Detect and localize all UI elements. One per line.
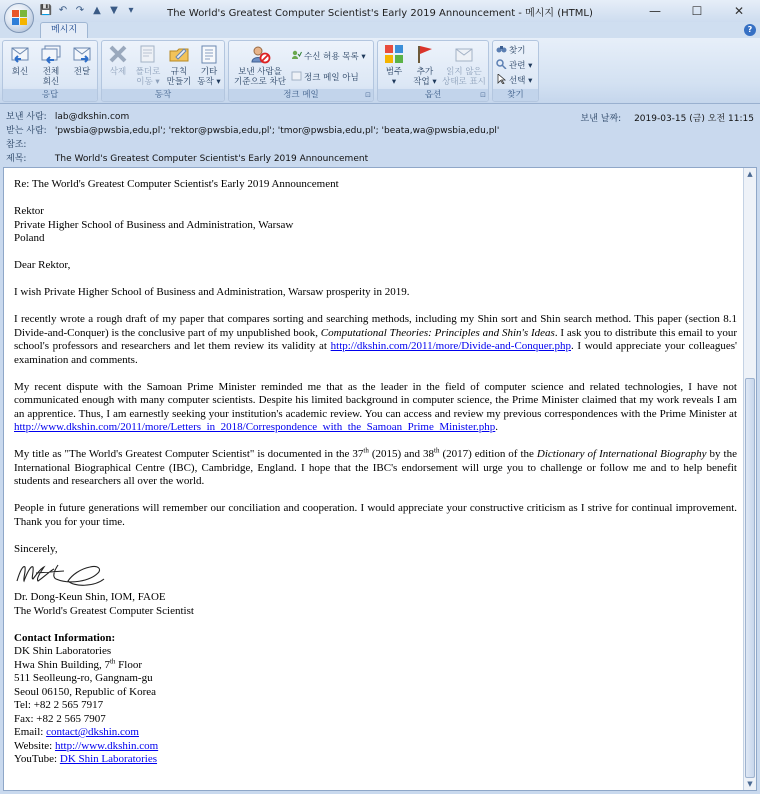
undo-icon[interactable]: ↶ — [58, 5, 68, 16]
maximize-button[interactable]: ☐ — [691, 4, 703, 18]
message-body[interactable] — [3, 167, 757, 791]
message-content — [14, 178, 737, 767]
vertical-scrollbar[interactable] — [743, 168, 756, 790]
move-to-folder-icon — [137, 43, 159, 65]
paragraph-2: I recently wrote a rough draft of my paper that compares sorting and searching methods, including my Shin sort and Shin search method. This paper (section 8.1 Divide-and-Conquer) is the conclusive part of my unpublished book, Computational Theories: Principles and Shin's Ideas. I ask you to distribute this email to your school's professors and researchers and let them review its validity at http://dkshin.com/2011/more/Divide-and-Conquer.php. I would appreciate your colleagues' examination and comments. — [14, 313, 737, 366]
reply-all-button[interactable]: 전체 회신 — [36, 43, 66, 87]
create-rule-icon — [168, 43, 190, 65]
categorize-icon — [383, 43, 405, 65]
to-row — [6, 125, 499, 138]
follow-up-button[interactable]: 추가 작업 ▾ — [410, 43, 440, 87]
related-icon — [496, 59, 507, 69]
subject-row — [6, 153, 368, 166]
junk-dialog-launcher-icon[interactable]: ⊡ — [365, 91, 371, 99]
group-options — [377, 40, 489, 102]
not-junk-icon — [291, 71, 302, 81]
addressee-line-2: Private Higher School of Business and Administration, Warsaw — [14, 218, 294, 231]
categorize-button[interactable]: 범주 ▾ — [380, 43, 408, 87]
options-dialog-launcher-icon[interactable]: ⊡ — [480, 91, 486, 99]
other-actions-button[interactable]: 기타 동작 ▾ — [195, 43, 223, 87]
sent-label: 보낸 날짜: — [580, 114, 622, 124]
sent-row — [581, 111, 754, 124]
quick-access-toolbar — [38, 4, 139, 18]
scroll-down-icon[interactable]: ▼ — [747, 780, 753, 788]
paragraph-4: My title as "The World's Greatest Computer Scientist" is documented in the 37th (2015) and 38th (2017) edition of the Dictionary of International Biography by the International Biographical Centre (IBC), Cambridge, England. I hope that the IBC's endorsement will urge you to challenge or follow me and to help benefit students and researchers all over the world. — [14, 446, 737, 487]
block-sender-icon — [249, 43, 271, 65]
find-button[interactable]: 찾기 — [496, 44, 525, 57]
signer-title: The World's Greatest Computer Scientist — [14, 604, 194, 617]
minimize-button[interactable]: — — [649, 4, 661, 18]
group-label-junk: 정크 메일 — [229, 89, 373, 101]
subject-label: 제목: — [6, 154, 27, 164]
redo-icon[interactable]: ↷ — [75, 5, 85, 16]
next-item-icon[interactable]: ▼ — [110, 5, 118, 16]
website-link[interactable]: http://www.dkshin.com — [54, 739, 159, 752]
contact-youtube: YouTube: DK Shin Laboratories — [14, 753, 158, 765]
title-bar — [0, 0, 760, 22]
forward-icon — [71, 43, 93, 65]
handwritten-signature — [14, 557, 106, 591]
help-icon[interactable]: ? — [744, 24, 756, 36]
correspondence-link[interactable]: http://www.dkshin.com/2011/more/Letters_in_2018/Correspondence_with_the_Samoan_Prime_Minister.php — [14, 421, 496, 433]
delete-x-icon — [107, 43, 129, 65]
mark-unread-button[interactable]: 읽지 않은 상태로 표시 — [440, 43, 488, 87]
dictionary-title: Dictionary of International Biography — [536, 448, 707, 460]
scrollbar-thumb[interactable] — [745, 378, 755, 778]
select-cursor-icon — [496, 74, 507, 84]
ribbon-tab-row — [0, 22, 760, 38]
ribbon — [0, 38, 760, 104]
reply-icon — [9, 43, 31, 65]
office-button[interactable] — [4, 3, 34, 33]
binoculars-icon — [496, 44, 507, 54]
window-title: The World's Greatest Computer Scientist's Early 2019 Announcement - 메시지 (HTML) — [167, 8, 593, 19]
re-line: Re: The World's Greatest Computer Scientist's Early 2019 Announcement — [14, 178, 339, 190]
contact-email: Email: contact@dkshin.com — [14, 726, 139, 738]
delete-button[interactable]: 삭제 — [105, 43, 131, 77]
previous-item-icon[interactable]: ▲ — [93, 5, 101, 16]
cc-row — [6, 139, 52, 152]
contact-street: 511 Seolleung-ro, Gangnam-gu — [14, 672, 153, 684]
subject-value: The World's Greatest Computer Scientist's Early 2019 Announcement — [54, 154, 369, 164]
sent-value: 2019-03-15 (금) 오전 11:15 — [634, 114, 754, 124]
contact-org: DK Shin Laboratories — [14, 645, 112, 657]
safe-lists-icon — [291, 50, 302, 60]
move-to-folder-button[interactable]: 폴더로 이동 ▾ — [133, 43, 163, 87]
tab-message[interactable]: 메시지 — [40, 22, 88, 38]
contact-tel: Tel: +82 2 565 7917 — [14, 699, 104, 711]
group-label-respond: 응답 — [3, 89, 97, 101]
related-button[interactable]: 관련 ▾ — [496, 59, 532, 72]
select-button[interactable]: 선택 ▾ — [496, 74, 532, 87]
forward-button[interactable]: 전달 — [68, 43, 96, 77]
block-sender-button[interactable]: 보낸 사람을 기준으로 차단 — [231, 43, 289, 87]
follow-up-flag-icon — [414, 43, 436, 65]
customize-toolbar-icon[interactable]: ▾ — [128, 5, 134, 16]
group-label-actions: 동작 — [102, 89, 224, 101]
addressee-line-1: Rektor — [14, 205, 44, 217]
signer-name: Dr. Dong-Keun Shin, IOM, FAOE — [14, 591, 166, 603]
to-label: 받는 사람: — [6, 126, 47, 136]
reply-all-icon — [40, 43, 62, 65]
message-header — [0, 105, 760, 167]
youtube-link[interactable]: DK Shin Laboratories — [59, 753, 158, 765]
office-logo-icon — [12, 10, 27, 25]
paragraph-1: I wish Private Higher School of Business and Administration, Warsaw prosperity in 2019. — [14, 286, 410, 298]
group-find — [492, 40, 539, 102]
cc-label: 참조: — [6, 140, 27, 150]
save-icon[interactable]: 💾 — [39, 5, 53, 16]
contact-city: Seoul 06150, Republic of Korea — [14, 685, 157, 698]
contact-fax: Fax: +82 2 565 7907 — [14, 712, 106, 725]
mark-unread-icon — [453, 43, 475, 65]
group-label-find: 찾기 — [493, 89, 538, 101]
addressee-line-3: Poland — [14, 232, 45, 244]
other-actions-icon — [198, 43, 220, 65]
safe-lists-button[interactable]: 수신 허용 목록 ▾ — [291, 50, 366, 63]
scroll-up-icon[interactable]: ▲ — [747, 170, 753, 178]
email-link[interactable]: contact@dkshin.com — [46, 726, 139, 738]
greeting: Dear Rektor, — [14, 259, 71, 271]
to-value[interactable]: 'pwsbia@pwsbia,edu,pl'; 'rektor@pwsbia,edu,pl'; 'tmor@pwsbia,edu,pl'; 'beata,wa@pwsbia,edu,pl' — [54, 126, 500, 136]
from-value[interactable]: lab@dkshin.com — [54, 112, 130, 122]
close-button[interactable]: ✕ — [733, 4, 745, 18]
group-label-options: 옵션 — [378, 89, 488, 101]
group-actions — [101, 40, 225, 102]
reply-button[interactable]: 회신 — [6, 43, 34, 77]
create-rule-button[interactable]: 규칙 만들기 — [164, 43, 194, 87]
from-row — [6, 111, 129, 124]
closing: Sincerely, — [14, 542, 58, 555]
group-respond — [2, 40, 98, 102]
group-junk-email — [228, 40, 374, 102]
book-title: Computational Theories: Principles and Shin's Ideas — [320, 326, 555, 339]
paragraph-3: My recent dispute with the Samoan Prime Minister reminded me that as the leader in the field of computer science and related technologies, I have not communicated enough with many computer scientists. Despite his limited background in computer science, the Prime Minister claimed that my work reveals I am an apprentice. Thus, I am earnestly seeking your institution's academic review. You can access and review my previous correspondences with the Prime Minister at http://www.dkshin.com/2011/more/Letters_in_2018/Correspondence_with_the_Samoan_Prime_Minister.php. — [14, 380, 737, 433]
not-junk-button[interactable]: 정크 메일 아님 — [291, 71, 359, 84]
divide-and-conquer-link[interactable]: http://dkshin.com/2011/more/Divide-and-Conquer.php — [330, 340, 571, 352]
contact-heading: Contact Information: — [14, 631, 116, 644]
contact-building: Hwa Shin Building, 7th Floor — [14, 656, 142, 671]
contact-website: Website: http://www.dkshin.com — [14, 739, 159, 752]
paragraph-5: People in future generations will remember our conciliation and cooperation. I would appreciate your constructive criticism as I strive for continual improvement. Thank you for your time. — [14, 502, 737, 528]
from-label: 보낸 사람: — [6, 112, 47, 122]
